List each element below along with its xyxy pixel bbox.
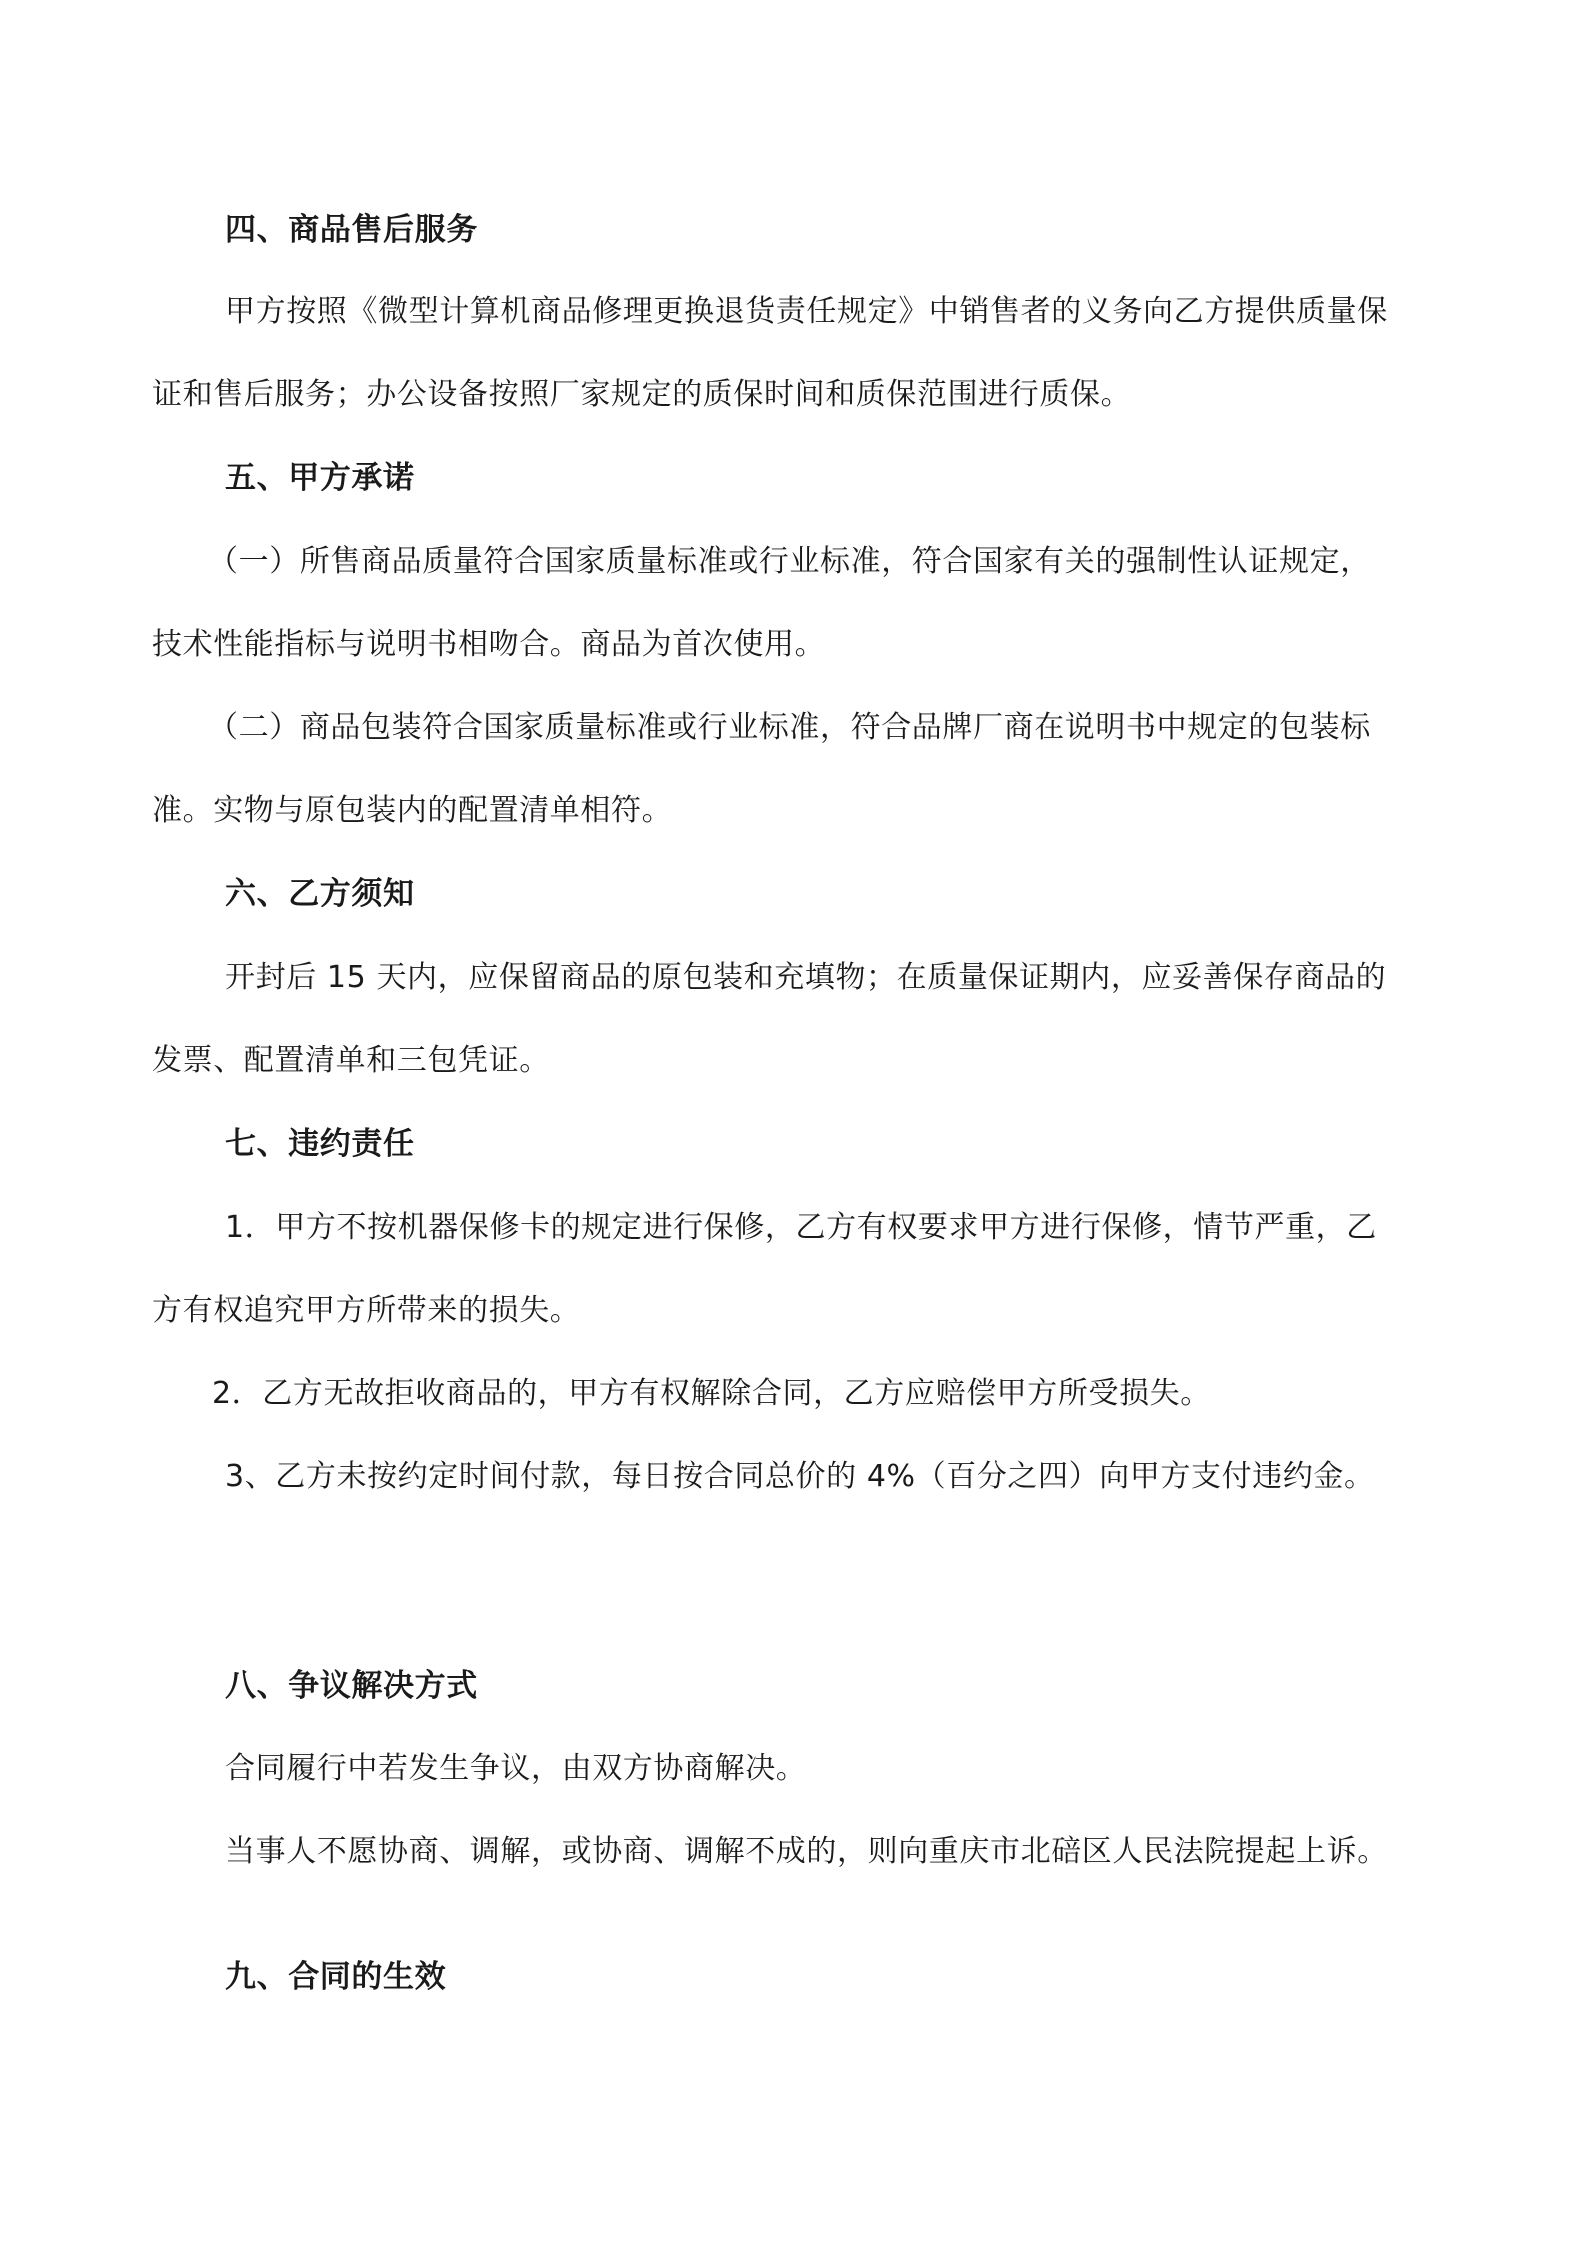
promise-item-1-line-1: （一）所售商品质量符合国家质量标准或行业标准，符合国家有关的强制性认证规定，	[208, 544, 1371, 579]
promise-item-1-line-2: 技术性能指标与说明书相吻合。商品为首次使用。	[152, 627, 826, 662]
dispute-paragraph-2: 当事人不愿协商、调解，或协商、调解不成的，则向重庆市北碚区人民法院提起上诉。	[225, 1834, 1388, 1869]
promise-item-2-line-1: （二）商品包装符合国家质量标准或行业标准，符合品牌厂商在说明书中规定的包装标	[208, 710, 1371, 745]
section-heading-after-sales: 四、商品售后服务	[225, 212, 478, 248]
liability-item-3: 3、乙方未按约定时间付款，每日按合同总价的 4%（百分之四）向甲方支付违约金。	[225, 1459, 1375, 1494]
promise-item-2-line-2: 准。实物与原包装内的配置清单相符。	[152, 793, 673, 828]
notice-paragraph-line-2: 发票、配置清单和三包凭证。	[152, 1043, 550, 1078]
section-heading-party-b-notice: 六、乙方须知	[225, 876, 415, 912]
section-heading-dispute-resolution: 八、争议解决方式	[225, 1668, 478, 1704]
section-heading-breach-liability: 七、违约责任	[225, 1126, 415, 1162]
dispute-paragraph-1: 合同履行中若发生争议，由双方协商解决。	[225, 1751, 807, 1786]
section-heading-contract-effect: 九、合同的生效	[225, 1959, 447, 1995]
after-sales-paragraph-line-2: 证和售后服务；办公设备按照厂家规定的质保时间和质保范围进行质保。	[152, 377, 1132, 412]
liability-item-1-line-1: 1．甲方不按机器保修卡的规定进行保修，乙方有权要求甲方进行保修，情节严重，乙	[225, 1210, 1377, 1245]
notice-paragraph-line-1: 开封后 15 天内，应保留商品的原包装和充填物；在质量保证期内，应妥善保存商品的	[225, 960, 1387, 995]
section-heading-party-a-promise: 五、甲方承诺	[225, 460, 415, 496]
after-sales-paragraph-line-1: 甲方按照《微型计算机商品修理更换退货责任规定》中销售者的义务向乙方提供质量保	[225, 294, 1388, 329]
liability-item-2: 2．乙方无故拒收商品的，甲方有权解除合同，乙方应赔偿甲方所受损失。	[212, 1376, 1211, 1411]
liability-item-1-line-2: 方有权追究甲方所带来的损失。	[152, 1293, 581, 1328]
